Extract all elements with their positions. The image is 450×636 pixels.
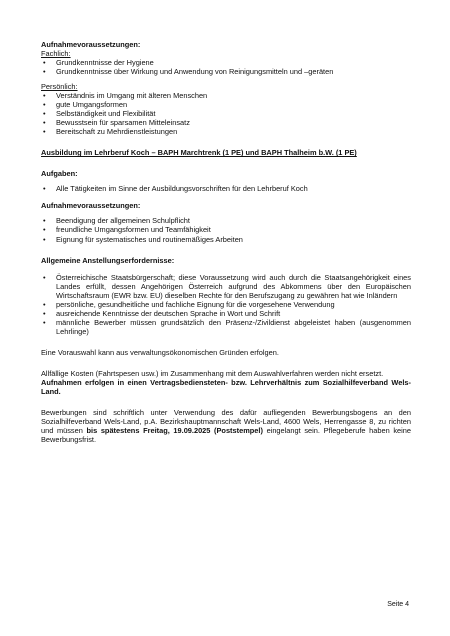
page-number: Seite 4: [387, 601, 409, 608]
list-item: • Alle Tätigkeiten im Sinne der Ausbildungsvorschriften für den Lehrberuf Koch: [41, 184, 411, 193]
persoenlich-label: Persönlich:: [41, 82, 78, 92]
fachlich-list: [41, 58, 411, 76]
persoenlich-list: [41, 91, 411, 136]
aufnahme-list: [41, 216, 411, 243]
list-item: • Eignung für systematisches und routinemäßiges Arbeiten: [41, 235, 411, 244]
bewerbung-part1: Bewerbungen sind schriftlich unter Verwendung des dafür aufliegenden Bewerbungsbogens an den Sozialhilfeverband Wels-Land, p.A. Bezirkshauptmannschaft Wels-Land, 4600 Wels, Herrengasse 8, zu richten und müssen: [41, 407, 411, 435]
list-item: • Grundkenntnisse der Hygiene: [41, 58, 411, 67]
list-item: • Österreichische Staatsbürgerschaft; diese Voraussetzung wird auch durch die Staatsangehörigkeit eines Landes erfüllt, dessen Angehörigen Österreich aufgrund des Abkommens über den Europäischen Wirtschaftsraum (EWR bzw. EU) dieselben Rechte für den Berufszugang zu gewähren hat wie Inländern: [41, 273, 411, 300]
list-item: • Verständnis im Umgang mit älteren Menschen: [41, 91, 411, 100]
list-item: • ausreichende Kenntnisse der deutschen Sprache in Wort und Schrift: [41, 309, 411, 318]
document-page: [41, 40, 411, 444]
fachlich-label: Fachlich:: [41, 49, 71, 59]
kosten-text: Allfällige Kosten (Fahrtspesen usw.) im Zusammenhang mit dem Auswahlverfahren werden nicht ersetzt.: [41, 368, 384, 378]
aufnahme-heading: Aufnahmevoraussetzungen:: [41, 201, 141, 211]
aufgaben-list: [41, 184, 411, 193]
list-item: • Selbständigkeit und Flexibilität: [41, 109, 411, 118]
section3-heading: Allgemeine Anstellungserfordernisse:: [41, 255, 175, 265]
anstellung-list: [41, 273, 411, 336]
list-item: • männliche Bewerber müssen grundsätzlich den Präsenz-/Zivildienst abgeleistet haben (ausgenommen Lehrlinge): [41, 318, 411, 336]
aufgaben-heading: Aufgaben:: [41, 169, 78, 179]
list-item: • Beendigung der allgemeinen Schulpflicht: [41, 216, 411, 225]
aufnahmen-text: Aufnahmen erfolgen in einen Vertragsbediensteten- bzw. Lehrverhältnis zum Sozialhilfeverband Wels-Land.: [41, 377, 411, 396]
bewerbung-text: [41, 408, 411, 444]
bewerbung-deadline: bis spätestens Freitag, 19.09.2025 (Poststempel): [86, 425, 263, 435]
list-item: • Bereitschaft zu Mehrdienstleistungen: [41, 127, 411, 136]
list-item: • persönliche, gesundheitliche und fachliche Eignung für die vorgesehene Verwendung: [41, 300, 411, 309]
section1-heading: Aufnahmevoraussetzungen:: [41, 40, 141, 49]
section2-title: Ausbildung im Lehrberuf Koch – BAPH Marchtrenk (1 PE) und BAPH Thalheim b.W. (1 PE): [41, 148, 357, 158]
vorauswahl-text: Eine Vorauswahl kann aus verwaltungsökonomischen Gründen erfolgen.: [41, 347, 279, 357]
list-item: • Bewusstsein für sparsamen Mitteleinsatz: [41, 118, 411, 127]
list-item: • gute Umgangsformen: [41, 100, 411, 109]
list-item: • Grundkenntnisse über Wirkung und Anwendung von Reinigungsmitteln und –geräten: [41, 67, 411, 76]
list-item: • freundliche Umgangsformen und Teamfähigkeit: [41, 225, 411, 234]
bewerbung-part2: eingelangt sein. Pflegeberufe haben keine Bewerbungsfrist.: [41, 425, 411, 444]
